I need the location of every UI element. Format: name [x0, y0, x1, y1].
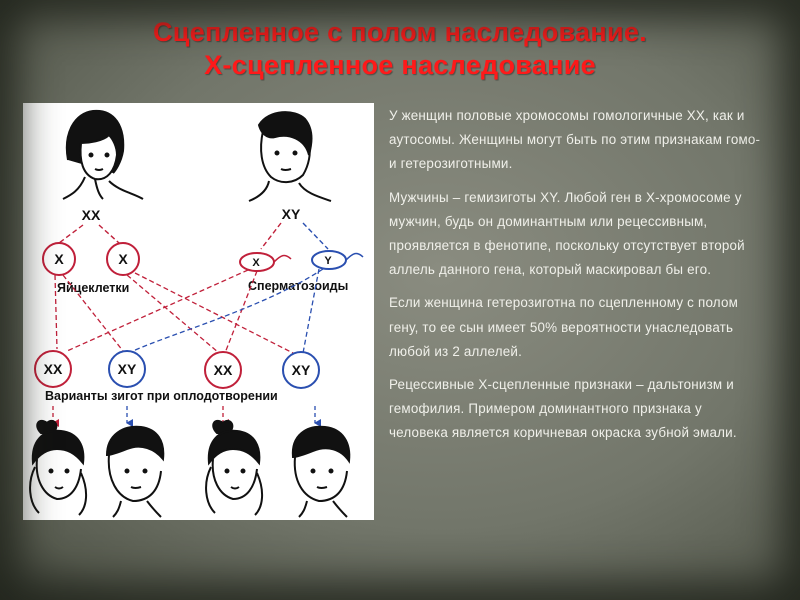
zygote-3-label: XX [213, 362, 233, 378]
paragraph-4: Рецессивные Х-сцепленные признаки – дальтонизм и гемофилия. Примером доминантного признака у человека является коричневая окраска зубной эмали. [389, 377, 737, 441]
egg-label-2: X [118, 251, 128, 267]
inheritance-diagram [23, 103, 374, 520]
parent-gamete-lines [59, 223, 328, 249]
egg-label-1: X [54, 251, 64, 267]
zygotes-caption: Варианты зигот при оплодотворении [45, 389, 278, 403]
paragraph-2: Мужчины – гемизиготы ХY. Любой ген в Х-хромосоме у мужчин, будь он доминантным или рецессивным, проявляется в фенотипе, поскольку отсутствует второй аллель данного гена, который маскировал бы его. [389, 189, 745, 278]
paragraph-1: У женщин половые хромосомы гомологичные ХХ, как и аутосомы. Женщины могут быть по этим признакам гомо- и гетерозиготными. [389, 108, 761, 172]
eggs-caption: Яйцеклетки [57, 281, 130, 295]
son-icon [293, 427, 349, 517]
zygote-4-label: XY [291, 362, 311, 378]
sperm-y [312, 251, 363, 269]
mother-icon [63, 111, 143, 199]
father-genotype: XY [281, 206, 301, 222]
zygote-2-label: XY [117, 361, 137, 377]
son-icon [107, 427, 163, 517]
slide-title [40, 16, 760, 82]
sperm-y-label: Y [324, 255, 332, 267]
sperm-caption: Сперматозоиды [248, 279, 349, 293]
mother-genotype: XX [81, 207, 101, 223]
sperm-x [240, 253, 291, 271]
daughter-icon [206, 421, 262, 515]
sperm-x-label: X [252, 257, 260, 269]
paragraph-3: Если женщина гетерозиготна по сцепленному с полом гену, то ее сын имеет 50% вероятности унаследовать любой из 2 аллелей. [389, 295, 739, 359]
father-icon [249, 112, 331, 201]
daughter-icon [30, 421, 86, 515]
title-line-1: Сцепленное с полом наследование. [153, 17, 647, 47]
title-line-2: Х-сцепленное наследование [204, 50, 596, 80]
zygote-1-label: XX [43, 361, 63, 377]
explanation-text [389, 104, 761, 455]
